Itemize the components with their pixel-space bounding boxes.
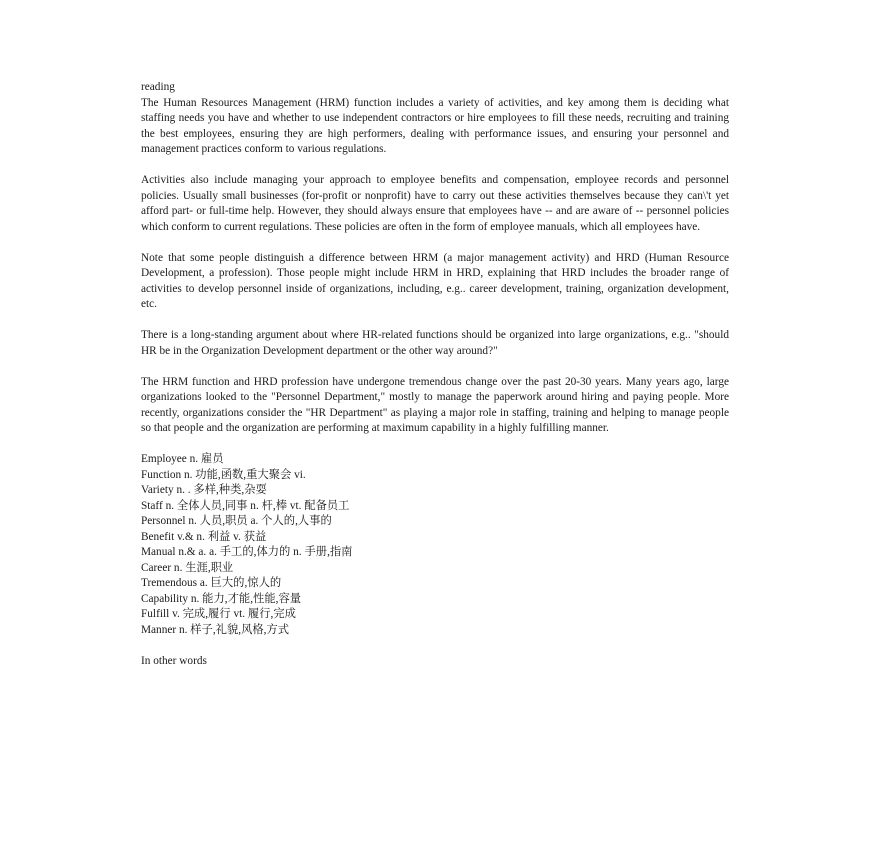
vocabulary-list <box>141 452 729 638</box>
in-other-words-heading: In other words <box>141 654 207 667</box>
paragraph-argument: There is a long-standing argument about where HR-related functions should be organized into large organizations, e.g.. "should HR be in the Organization Development department or the other way around?" <box>141 329 729 357</box>
vocab-item: Career n. 生涯,职业 <box>141 561 234 574</box>
vocab-item: Manual n.& a. a. 手工的,体力的 n. 手册,指南 <box>141 546 353 558</box>
vocab-item: Capability n. 能力,才能,性能,容量 <box>141 592 302 605</box>
reading-heading: reading <box>141 81 175 93</box>
paragraph-activities: Activities also include managing your approach to employee benefits and compensation, employee records and personnel policies. Usually small businesses (for-profit or nonprofit) have to carry out these activities themselves because they can\'t yet afford part- or full-time help. However, they should always ensure that employees have -- and are aware of -- personnel policies which conform to current regulations. These policies are often in the form of employee manuals, which all employees have. <box>141 174 729 233</box>
vocab-item: Manner n. 样子,礼貌,风格,方式 <box>141 623 290 636</box>
vocab-item: Benefit v.& n. 利益 v. 获益 <box>141 530 267 543</box>
vocab-item: Staff n. 全体人员,同事 n. 杆,棒 vt. 配备员工 <box>141 499 350 512</box>
paragraph-hrm-intro: The Human Resources Management (HRM) function includes a variety of activities, and key among them is deciding what staffing needs you have and whether to use independent contractors or hire employees to fill these needs, recruiting and training the best employees, ensuring they are high performers, dealing with performance issues, and ensuring your personnel and management practices conform to various regulations. <box>141 96 729 155</box>
paragraph-history: The HRM function and HRD profession have undergone tremendous change over the past 20-30 years. Many years ago, large organizations looked to the "Personnel Department," mostly to manage the paperwork around hiring and paying people. More recently, organizations consider the "HR Department" as playing a major role in staffing, training and helping to manage people so that people and the organization are performing at maximum capability in a highly fulfilling manner. <box>141 375 729 434</box>
vocab-item: Fulfill v. 完成,履行 vt. 履行,完成 <box>141 608 296 620</box>
vocab-item: Function n. 功能,函数,重大聚会 vi. <box>141 468 306 481</box>
vocab-item: Employee n. 雇员 <box>141 453 224 465</box>
paragraph-hrm-vs-hrd: Note that some people distinguish a difference between HRM (a major management activity) and HRD (Human Resource Development, a profession). Those people might include HRM in HRD, explaining that HRD includes the broader range of activities to develop personnel inside of organizations, including, e.g.. career development, training, organization development, etc. <box>141 251 729 310</box>
vocab-item: Variety n. . 多样,种类,杂耍 <box>141 484 267 496</box>
vocab-item: Personnel n. 人员,职员 a. 个人的,人事的 <box>141 515 332 527</box>
vocab-item: Tremendous a. 巨大的,惊人的 <box>141 577 282 589</box>
document-page <box>141 80 729 669</box>
